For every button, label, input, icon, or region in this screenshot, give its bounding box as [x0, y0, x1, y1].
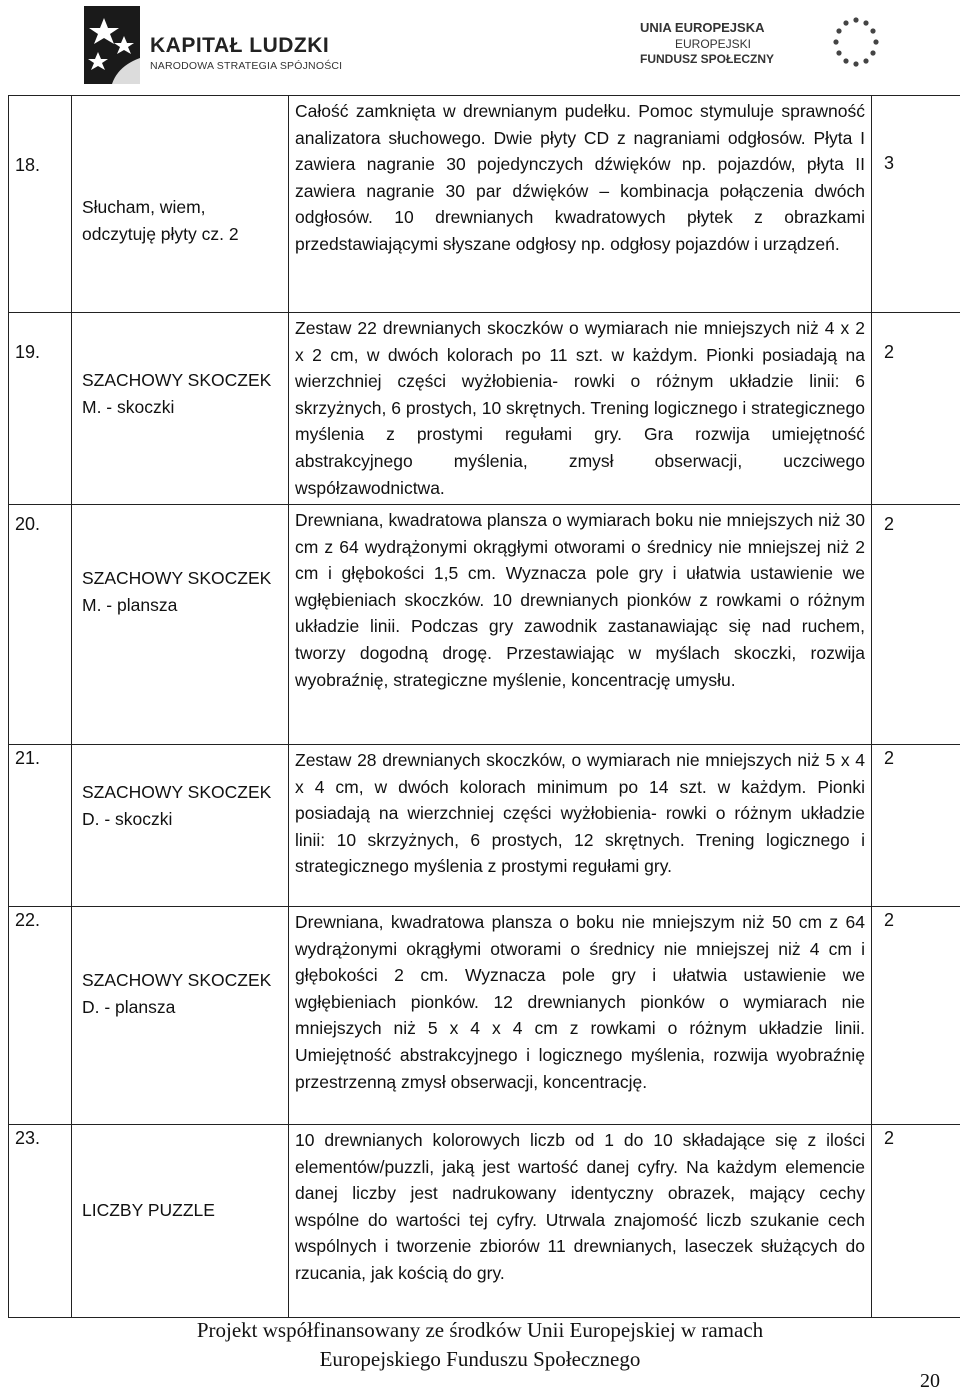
- table-row: [9, 505, 960, 745]
- equipment-table: [8, 95, 960, 1318]
- item-description: Drewniana, kwadratowa plansza o boku nie mniejszym niż 50 cm z 64 wydrążonymi okrągłymi otworami o średnicy nie mniejszej niż 4 cm i głębokości 2 cm. Wyznacza pole gry i ułatwia ustawienie we wgłębieniach pionków. 12 drewnianych pionków o wymiarach nie mniejszych niż 5 x 4 x 4 cm z rowkami o różnym układzie linii. Umiejętność abstrakcyjnego i logicznego myślenia, rozwija wyobraźnię przestrzenną zmysł obserwacji, koncentrację.: [289, 907, 872, 1125]
- table-row: [9, 96, 960, 313]
- brand-title: KAPITAŁ LUDZKI: [150, 34, 330, 57]
- table-row: [9, 907, 960, 1125]
- eu-stars-icon: [830, 14, 882, 70]
- item-name: SZACHOWY SKOCZEK M. - plansza: [72, 505, 289, 745]
- row-number: 18.: [9, 96, 72, 313]
- item-description: 10 drewnianych kolorowych liczb od 1 do 10 składające się z ilości elementów/puzzli, jaką jest wartość danej cyfry. Na każdym elemencie danej liczby jest nadrukowany identyczny obrazek, mający cechy wspólne do wartości tej cyfry. Utrwala znajomość liczb szukanie cech wspólnych i tworzenie zbiorów 11 drewnianych, laseczek służących do rzucania, jak kością do gry.: [289, 1125, 872, 1318]
- kapital-ludzki-emblem-icon: [84, 6, 140, 84]
- footer-line2: Europejskiego Funduszu Społecznego: [319, 1347, 641, 1371]
- eu-line3: FUNDUSZ SPOŁECZNY: [640, 52, 775, 66]
- item-name: LICZBY PUZZLE: [72, 1125, 289, 1318]
- table-row: [9, 745, 960, 907]
- item-description: Zestaw 22 drewnianych skoczków o wymiarach nie mniejszych niż 4 x 2 x 2 cm, w dwóch kolorach po 11 szt. w każdym. Pionki posiadają na wierzchniej części wyżłobienia- rowki o różnym układzie linii: 6 skrzyżnych, 6 prostych, 10 skrętnych. Trening logicznego i strategicznego myślenia z prostymi regułami gry. Gra rozwija umiejętność abstrakcyjnego myślenia, zmysł obserwacji, uczciwego współzawodnictwa.: [289, 313, 872, 505]
- page-number: 20: [920, 1370, 940, 1392]
- footer-line1: Projekt współfinansowany ze środków Unii Europejskiej w ramach: [196, 1318, 764, 1342]
- item-quantity: 2: [872, 907, 960, 1125]
- row-number: 23.: [9, 1125, 72, 1318]
- item-name: SZACHOWY SKOCZEK D. - skoczki: [72, 745, 289, 907]
- item-name: Słucham, wiem, odczytuję płyty cz. 2: [72, 96, 289, 313]
- eu-line1: UNIA EUROPEJSKA: [640, 20, 765, 35]
- eu-logo: [640, 14, 885, 72]
- brand-subtitle: NARODOWA STRATEGIA SPÓJNOŚCI: [150, 60, 343, 72]
- item-quantity: 2: [872, 745, 960, 907]
- row-number: 20.: [9, 505, 72, 745]
- item-quantity: 3: [872, 96, 960, 313]
- footer: [0, 1316, 960, 1374]
- item-quantity: 2: [872, 1125, 960, 1318]
- eu-line2: EUROPEJSKI: [675, 37, 752, 51]
- kapital-ludzki-logo: [84, 6, 344, 86]
- item-name: SZACHOWY SKOCZEK D. - plansza: [72, 907, 289, 1125]
- table-row: [9, 313, 960, 505]
- item-description: Drewniana, kwadratowa plansza o wymiarach boku nie mniejszych niż 30 cm z 64 wydrążonymi okrągłymi otworami o średnicy nie mniejszej niż 2 cm i głębokości 1,5 cm. Wyznacza pole gry i ułatwia ustawienie we wgłębieniach skoczków. 10 drewnianych pionków z rowkami o różnym układzie linii. Podczas gry zawodnik zastanawiając się nad ruchem, tworzy dogodną drogę. Przestawiając w myślach skoczki, rozwija wyobraźnię, strategiczne myślenie, koncentrację umysłu.: [289, 505, 872, 745]
- row-number: 22.: [9, 907, 72, 1125]
- item-quantity: 2: [872, 313, 960, 505]
- item-description: Całość zamknięta w drewnianym pudełku. Pomoc stymuluje sprawność analizatora słuchowego. Dwie płyty CD z nagraniami odgłosów. Płyta I zawiera nagranie 30 pojedynczych dźwięków np. pojazdów, płyta II zawiera nagranie 30 par dźwięków – kombinacja połączenia dwóch odgłosów. 10 drewnianych kwadratowych płytek z obrazkami przedstawiającymi słyszane odgłosy np. odgłosy pojazdów i urządzeń.: [289, 96, 872, 313]
- row-number: 19.: [9, 313, 72, 505]
- item-name: SZACHOWY SKOCZEK M. - skoczki: [72, 313, 289, 505]
- row-number: 21.: [9, 745, 72, 907]
- table-row: [9, 1125, 960, 1318]
- item-description: Zestaw 28 drewnianych skoczków, o wymiarach nie mniejszych niż 5 x 4 x 4 cm, w dwóch kolorach minimum po 14 szt. w każdym. Pionki posiadają na wierzchniej części wyżłobienia- rowki o różnym układzie linii: 10 skrzyżnych, 6 prostych, 12 skrętnych. Trening logicznego i strategicznego myślenia z prostymi regułami gry.: [289, 745, 872, 907]
- item-quantity: 2: [872, 505, 960, 745]
